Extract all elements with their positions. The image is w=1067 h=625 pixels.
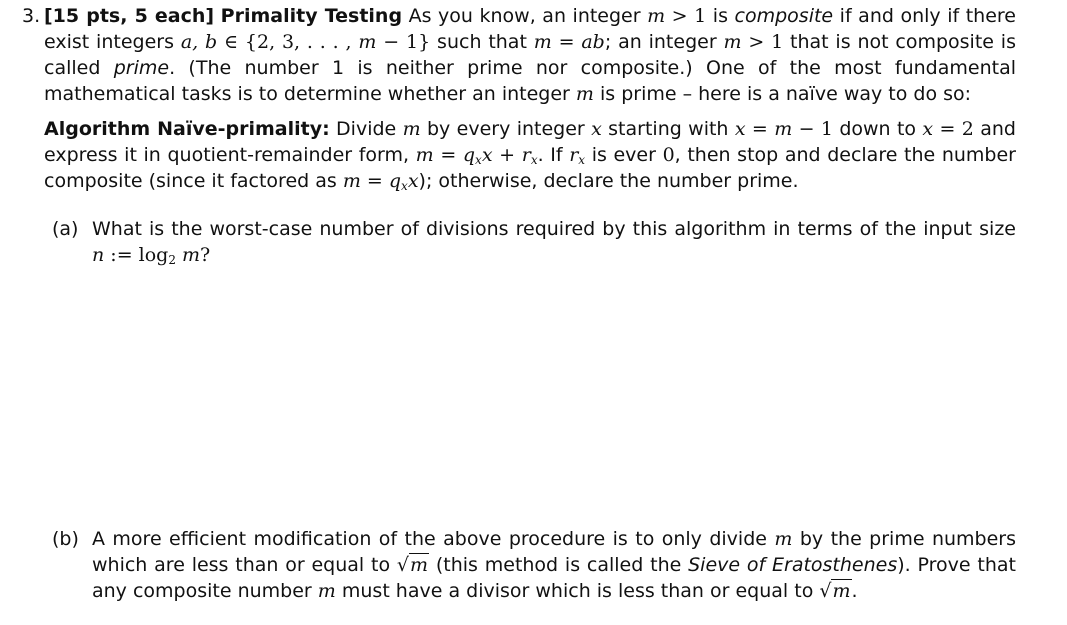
math-var: x [922,118,934,140]
math-expr: − 1 [792,118,833,140]
math-var: m [317,580,336,602]
algorithm-text: . If [537,144,570,166]
math-var: r [569,144,579,166]
statement-text: ; an integer [604,31,724,53]
math-expr: + [492,144,522,166]
statement-text: if and only if there exist integers [44,5,1016,53]
problem-number: 3. [22,5,41,27]
math-var: m [647,5,666,27]
math-subscript: x [401,179,408,193]
math-var: ab [581,31,605,53]
algorithm-text: down to [832,118,923,140]
math-var: x [591,118,602,140]
part-a-question [92,216,1016,268]
math-var: m [774,528,793,550]
math-var: m [533,31,552,53]
math-expr: := log [104,244,169,266]
math-var: m [410,554,429,576]
question-mark: ? [200,244,211,266]
problem-title: Primality Testing [220,5,403,27]
math-expr: ∈ {2, 3, . . . , [217,31,359,53]
algorithm-text: is ever [585,144,663,166]
math-expr: = [360,170,389,192]
part-a [52,216,1016,268]
question-text: . [851,580,858,602]
term-composite: composite [734,5,834,27]
statement-text: such that [430,31,534,53]
question-text: ). Prove that any composite number [92,554,1016,602]
statement-text: that is not composite is called [44,31,1016,79]
math-expr: = [551,31,582,53]
math-var: m [358,31,377,53]
math-subscript: x [475,153,482,167]
math-var: r [521,144,531,166]
statement-text: is prime – here is a naïve way to do so: [593,83,972,105]
question-text: A more efficient modification of the above procedure is to only divide [92,528,775,550]
sqrt-sign: √ [819,580,832,602]
part-b [52,526,1016,604]
part-b-label: (b) [52,528,79,550]
term-sieve: Sieve of Eratosthenes [688,554,898,576]
math-var: q [388,170,402,192]
math-var: m [774,118,793,140]
math-expr: > 1 [665,5,707,27]
math-subscript: 2 [168,253,176,267]
math-expr: 0 [662,144,675,166]
problem-header [22,3,1016,107]
math-var: m [342,170,361,192]
math-expr: > 1 [741,31,784,53]
part-a-label: (a) [52,218,79,240]
math-subscript: x [530,153,538,167]
algorithm-text: and express it in quotient-remainder form, [44,118,1016,166]
math-expr: = 2 [933,118,974,140]
math-var: m [415,144,434,166]
math-var: q [462,144,476,166]
math-var: x [734,118,746,140]
question-text: must have a divisor which is less than or equal to [335,580,820,602]
part-b-question [92,526,1016,604]
statement-text: . (The number 1 is neither prime nor composite.) One of the most fundamental mathematical tasks is to determine whether an integer [44,57,1016,105]
question-text: What is the worst-case number of divisions required by this algorithm in terms of the input size [92,218,1016,240]
statement-text: As you know, an integer [402,5,648,27]
problem-points: [15 pts, 5 each] [44,5,215,27]
question-text: (this method is called the [429,554,689,576]
math-subscript: x [578,153,586,167]
math-var: x [481,144,493,166]
math-var: x [407,170,419,192]
math-var: m [832,580,851,602]
math-var: n [92,244,105,266]
math-var: m [402,118,421,140]
problem-statement [44,3,1016,107]
math-var: m [175,244,201,266]
algorithm-text: by every integer [420,118,592,140]
sqrt-sign: √ [396,554,410,576]
algorithm-text: starting with [601,118,735,140]
math-expr: = [745,118,775,140]
statement-text: is [706,5,735,27]
term-prime: prime [113,57,170,79]
algorithm-block [44,116,1016,194]
math-var: m [575,83,594,105]
math-expr: − 1} [376,31,431,53]
question-text: by the prime numbers which are less than or equal to [92,528,1016,576]
algorithm-text: Divide [329,118,403,140]
algorithm-text: , then stop and declare the number composite (since it factored as [44,144,1016,192]
problem-3 [22,3,1016,107]
algorithm-label: Algorithm Naïve-primality: [44,118,330,140]
algorithm-text: ); otherwise, declare the number prime. [418,170,799,192]
math-var: m [723,31,742,53]
math-var: a, b [180,31,218,53]
math-expr: = [433,144,463,166]
